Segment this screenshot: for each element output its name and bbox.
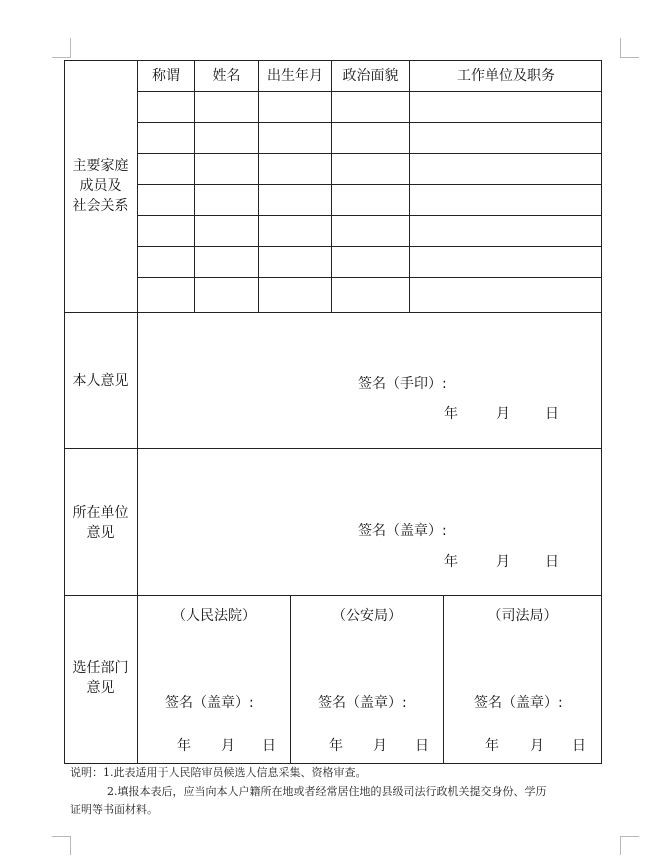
crop-mark (620, 836, 621, 855)
family-cell[interactable] (332, 278, 409, 308)
header-birth-date: 出生年月 (267, 68, 323, 84)
court-date-day: 日 (262, 738, 276, 754)
family-cell[interactable] (410, 278, 601, 308)
personal-date-month: 月 (496, 406, 510, 422)
unit-date-year: 年 (444, 554, 458, 570)
family-cell[interactable] (138, 123, 194, 153)
family-section-label: 主要家庭 成员及 社会关系 (72, 158, 129, 214)
family-cell[interactable] (259, 123, 331, 153)
justice-signature-label: 签名（盖章）: (474, 695, 563, 711)
police-date-day: 日 (415, 738, 429, 754)
family-cell[interactable] (410, 154, 601, 184)
court-date-month: 月 (221, 738, 235, 754)
dept-opinion-label: 选任部门 意见 (72, 660, 129, 696)
family-cell[interactable] (259, 216, 331, 246)
family-cell[interactable] (410, 247, 601, 277)
header-title-relation: 称谓 (152, 68, 180, 84)
family-cell[interactable] (410, 216, 601, 246)
family-cell[interactable] (138, 154, 194, 184)
family-cell[interactable] (138, 216, 194, 246)
family-cell[interactable] (410, 185, 601, 215)
crop-mark (52, 57, 71, 58)
personal-signature-label: 签名（手印）: (358, 376, 447, 392)
personal-date-day: 日 (545, 406, 559, 422)
court-date-year: 年 (177, 738, 191, 754)
dept-name-police: （公安局） (332, 608, 402, 624)
note-line-2: 2.填报本表后，应当向本人户籍所在地或者经常居住地的县级司法行政机关提交身份、学历 (107, 785, 547, 798)
family-cell[interactable] (195, 154, 258, 184)
personal-date-year: 年 (444, 406, 458, 422)
family-cell[interactable] (332, 247, 409, 277)
dept-name-justice: （司法局） (487, 608, 558, 624)
unit-opinion-field[interactable] (138, 449, 601, 595)
crop-mark (52, 836, 71, 837)
dept-name-court: （人民法院） (172, 608, 256, 624)
family-cell[interactable] (138, 278, 194, 308)
family-cell[interactable] (259, 92, 331, 122)
family-cell[interactable] (259, 247, 331, 277)
family-cell[interactable] (195, 278, 258, 308)
justice-date-day: 日 (572, 738, 586, 754)
header-name: 姓名 (212, 68, 241, 84)
family-cell[interactable] (259, 154, 331, 184)
header-work-unit-position: 工作单位及职务 (457, 68, 555, 84)
note-line-3: 证明等书面材料。 (70, 803, 158, 816)
unit-opinion-label: 所在单位 意见 (72, 505, 129, 541)
police-signature-label: 签名（盖章）: (318, 695, 407, 711)
justice-date-year: 年 (485, 738, 499, 754)
family-cell[interactable] (332, 185, 409, 215)
note-line-1: 说明：1.此表适用于人民陪审员候选人信息采集、资格审查。 (70, 766, 367, 779)
crop-mark (70, 38, 71, 57)
crop-mark (620, 57, 639, 58)
family-cell[interactable] (138, 92, 194, 122)
unit-date-month: 月 (496, 554, 510, 570)
family-cell[interactable] (138, 185, 194, 215)
police-date-month: 月 (373, 738, 387, 754)
family-cell[interactable] (259, 185, 331, 215)
family-cell[interactable] (195, 247, 258, 277)
header-political-status: 政治面貌 (342, 68, 399, 84)
crop-mark (620, 836, 639, 837)
court-signature-label: 签名（盖章）: (165, 695, 254, 711)
crop-mark (620, 38, 621, 57)
family-cell[interactable] (332, 123, 409, 153)
family-cell[interactable] (259, 278, 331, 308)
family-cell[interactable] (195, 216, 258, 246)
family-cell[interactable] (332, 216, 409, 246)
family-cell[interactable] (195, 123, 258, 153)
family-cell[interactable] (332, 154, 409, 184)
police-date-year: 年 (329, 738, 343, 754)
family-cell[interactable] (410, 123, 601, 153)
unit-signature-label: 签名（盖章）: (358, 523, 447, 539)
family-cell[interactable] (410, 92, 601, 122)
family-cell[interactable] (138, 247, 194, 277)
crop-mark (70, 836, 71, 855)
family-cell[interactable] (195, 92, 258, 122)
personal-opinion-label: 本人意见 (72, 373, 129, 389)
family-cell[interactable] (195, 185, 258, 215)
justice-date-month: 月 (530, 738, 544, 754)
family-cell[interactable] (332, 92, 409, 122)
unit-date-day: 日 (545, 554, 559, 570)
